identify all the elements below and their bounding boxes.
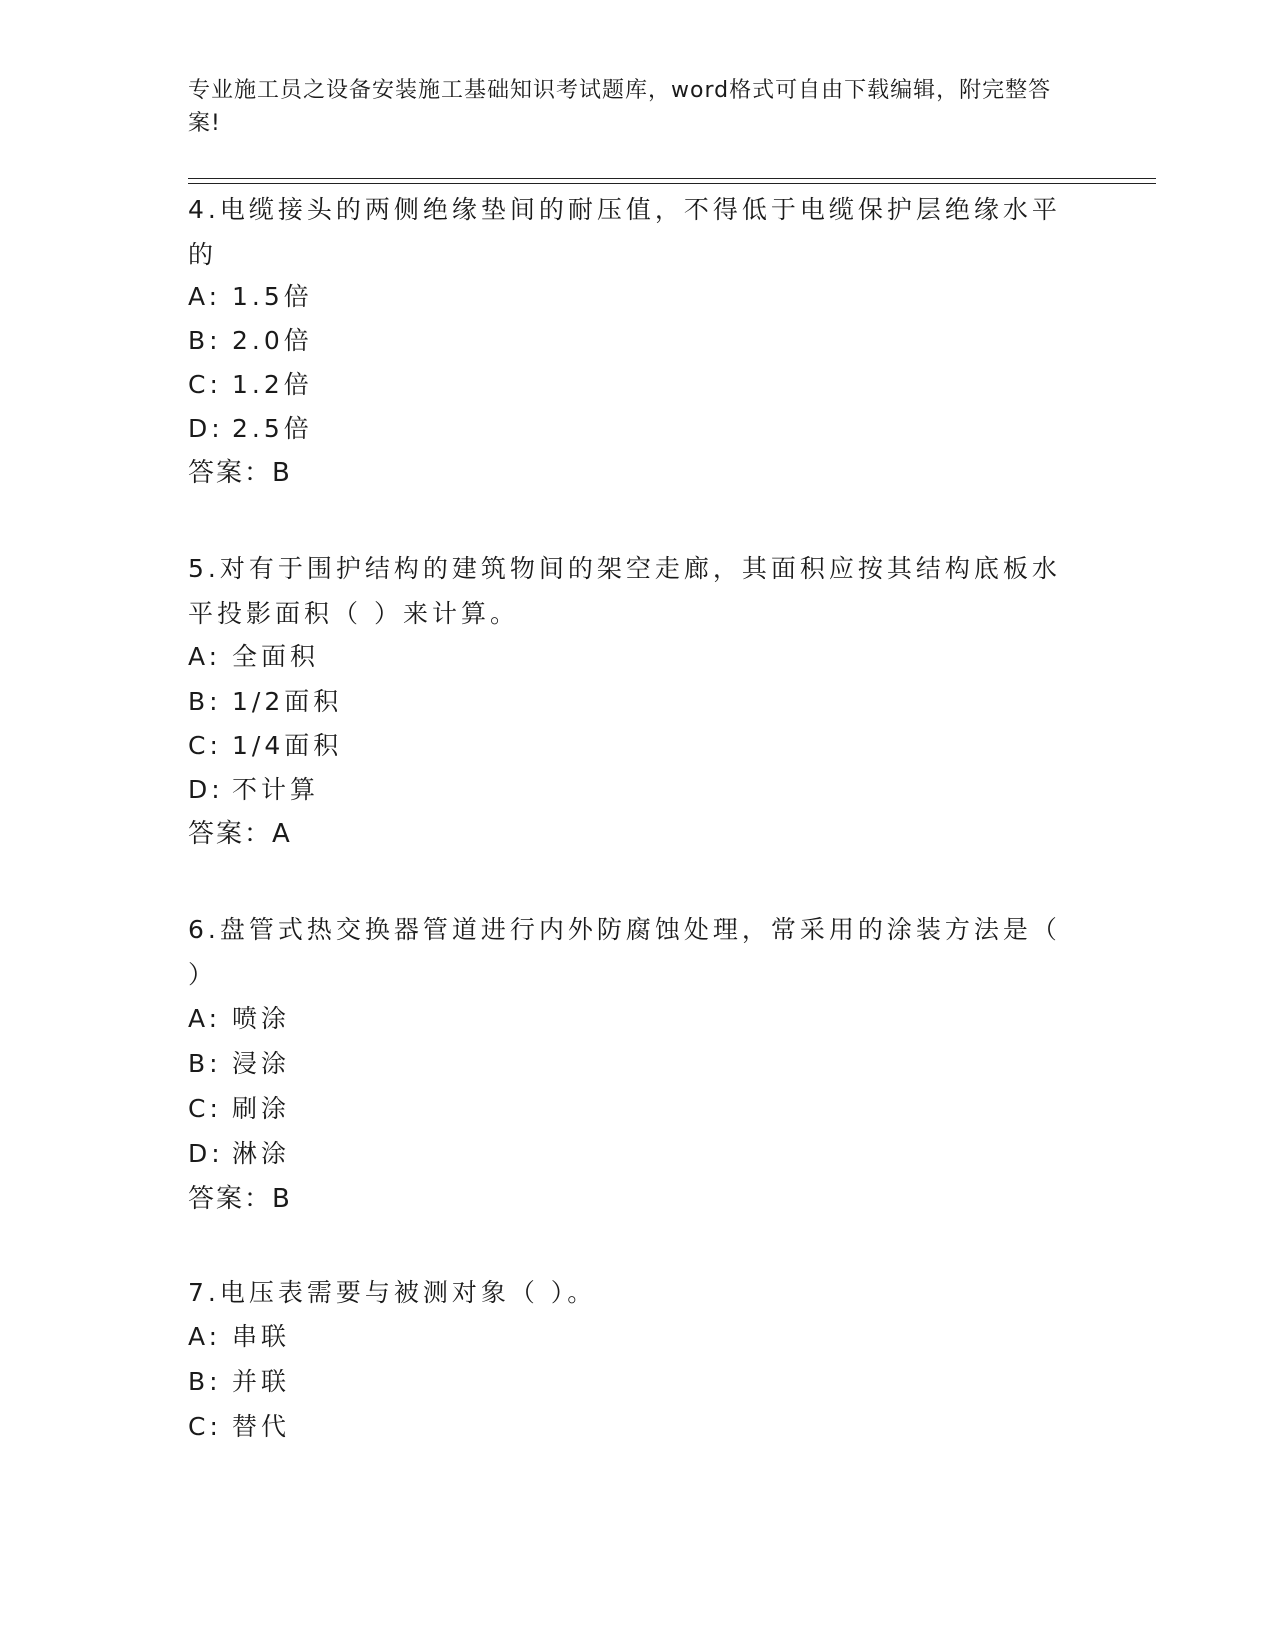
option-item: [188, 1092, 290, 1126]
option-key: A:: [188, 642, 222, 671]
option-value: 喷涂: [232, 1004, 291, 1033]
option-item: [188, 368, 313, 402]
option-key: B:: [188, 1367, 222, 1396]
header-divider-top: [188, 178, 1156, 179]
option-key: A:: [188, 282, 222, 311]
option-key: B:: [188, 326, 222, 355]
option-value: 1.5倍: [232, 282, 313, 311]
option-value: 1/2面积: [232, 687, 343, 716]
answer-text: 答案：B: [188, 1184, 292, 1214]
option-value: 全面积: [232, 642, 320, 671]
option-key: C:: [188, 370, 222, 399]
option-key: A:: [188, 1322, 222, 1351]
option-key: A:: [188, 1004, 222, 1033]
document-header: 专业施工员之设备安装施工基础知识考试题库，word格式可自由下载编辑，附完整答案!: [188, 78, 1052, 136]
option-value: 1.2倍: [232, 370, 313, 399]
answer-text: 答案：A: [188, 819, 292, 849]
question-text: 6.盘管式热交换器管道进行内外防腐蚀处理，常采用的涂装方法是（ ）: [188, 915, 1061, 989]
option-key: C:: [188, 1412, 222, 1441]
option-item: [188, 729, 342, 763]
option-value: 串联: [232, 1322, 291, 1351]
question-text: 5.对有于围护结构的建筑物间的架空走廊，其面积应按其结构底板水平投影面积（ ）来计算。: [188, 554, 1061, 628]
option-value: 1/4面积: [232, 731, 343, 760]
option-item: [188, 685, 342, 719]
option-value: 并联: [232, 1367, 291, 1396]
question-text: 7.电压表需要与被测对象（ ）。: [188, 1278, 597, 1307]
option-item: [188, 412, 313, 446]
option-item: [188, 1320, 290, 1354]
option-key: C:: [188, 1094, 222, 1123]
header-divider-bottom: [188, 183, 1156, 184]
option-value: 2.5倍: [232, 414, 313, 443]
option-item: [188, 1047, 290, 1081]
option-value: 不计算: [232, 775, 320, 804]
option-key: B:: [188, 1049, 222, 1078]
option-value: 2.0倍: [232, 326, 313, 355]
question-text: 4.电缆接头的两侧绝缘垫间的耐压值，不得低于电缆保护层绝缘水平的: [188, 195, 1061, 269]
option-key: D:: [188, 414, 224, 443]
option-item: [188, 1002, 290, 1036]
option-item: [188, 773, 319, 807]
option-value: 刷涂: [232, 1094, 291, 1123]
answer-text: 答案：B: [188, 458, 292, 488]
option-item: [188, 280, 313, 314]
option-item: [188, 324, 313, 358]
option-key: B:: [188, 687, 222, 716]
option-item: [188, 1137, 290, 1171]
option-key: C:: [188, 731, 222, 760]
option-value: 替代: [232, 1412, 291, 1441]
option-item: [188, 1365, 290, 1399]
option-value: 浸涂: [232, 1049, 291, 1078]
option-key: D:: [188, 775, 224, 804]
option-key: D:: [188, 1139, 224, 1168]
option-item: [188, 640, 319, 674]
option-value: 淋涂: [232, 1139, 291, 1168]
option-item: [188, 1410, 290, 1444]
